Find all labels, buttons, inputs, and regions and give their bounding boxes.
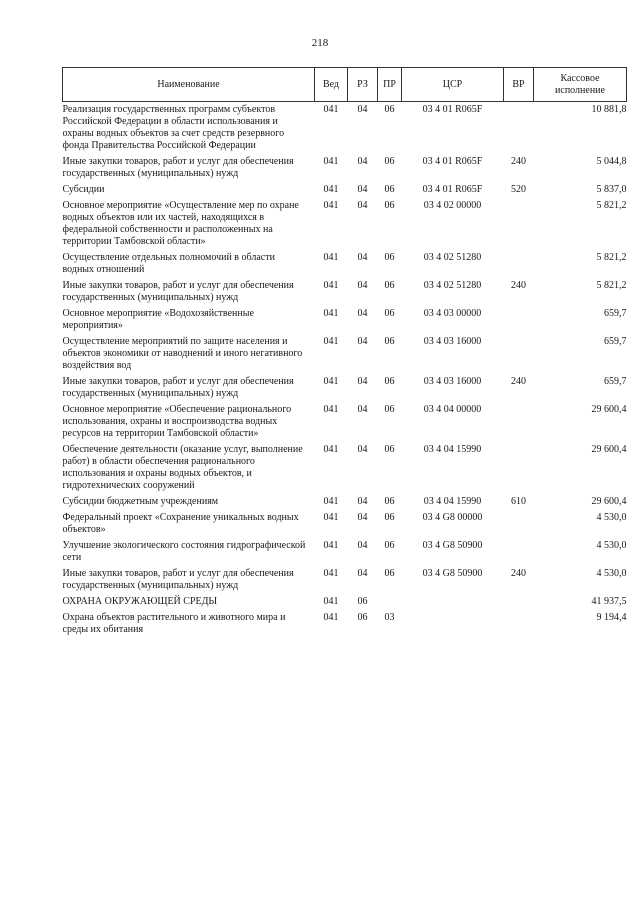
cell-csr: 03 4 03 16000	[423, 376, 482, 387]
cell-ved: 041	[323, 612, 339, 623]
cell-ved: 041	[323, 336, 339, 347]
cell-pr: 06	[384, 540, 395, 551]
cell-vr: 240	[511, 568, 526, 579]
cell-ved: 041	[323, 444, 339, 455]
cell-vr: 240	[511, 156, 526, 167]
cell-rz: 06	[357, 612, 368, 623]
cell-rz: 04	[357, 404, 368, 415]
cell-ved: 041	[323, 568, 339, 579]
cell-amount: 4 530,0	[596, 512, 627, 523]
cell-pr: 03	[384, 612, 395, 623]
cell-pr: 06	[384, 496, 395, 507]
header-vr: ВР	[504, 68, 534, 102]
cell-pr: 06	[384, 184, 395, 195]
cell-csr	[402, 596, 504, 612]
cell-csr: 03 4 G8 50900	[422, 540, 483, 551]
cell-rz: 04	[357, 376, 368, 387]
cell-vr: 240	[511, 376, 526, 387]
cell-name: Основное мероприятие «Осуществление мер по охране водных объектов или их частей, находящихся в федеральной собственности и расположенных на территории Тамбовской области»	[62, 200, 299, 247]
page-number: 218	[311, 37, 329, 49]
cell-amount: 5 821,2	[596, 252, 627, 263]
cell-pr: 06	[384, 512, 395, 523]
cell-name: Иные закупки товаров, работ и услуг для обеспечения государственных (муниципальных) нужд	[62, 280, 294, 303]
table-row	[63, 596, 627, 612]
cell-pr: 06	[384, 568, 395, 579]
cell-amount: 29 600,4	[591, 496, 627, 507]
cell-csr: 03 4 04 15990	[423, 444, 482, 455]
table-row	[63, 102, 627, 157]
cell-vr	[504, 200, 534, 252]
cell-amount: 10 881,8	[591, 104, 627, 115]
cell-csr: 03 4 01 R065F	[422, 156, 483, 167]
cell-vr	[504, 612, 534, 640]
budget-table	[62, 67, 627, 640]
cell-name: Обеспечение деятельности (оказание услуг, выполнение работ) в области обеспечения рационального использования и охраны водных объектов, и гидротехнических сооружений	[62, 444, 303, 491]
cell-rz: 04	[357, 496, 368, 507]
cell-rz: 04	[357, 336, 368, 347]
table-row	[63, 568, 627, 596]
cell-csr: 03 4 02 00000	[423, 200, 482, 211]
cell-amount: 5 837,0	[596, 184, 627, 195]
cell-ved: 041	[323, 596, 339, 607]
cell-name: Иные закупки товаров, работ и услуг для обеспечения государственных (муниципальных) нужд	[62, 568, 294, 591]
header-name: Наименование	[63, 68, 315, 102]
cell-pr: 06	[384, 336, 395, 347]
cell-amount: 659,7	[604, 376, 627, 387]
header-amount: Кассовое исполнение	[534, 68, 627, 102]
cell-pr: 06	[384, 444, 395, 455]
cell-name: Осуществление мероприятий по защите населения и объектов экономики от наводнений и иного негативного воздействия вод	[62, 336, 303, 371]
cell-amount: 659,7	[604, 336, 627, 347]
table-row	[63, 612, 627, 640]
table-row	[63, 156, 627, 184]
cell-name: Иные закупки товаров, работ и услуг для обеспечения государственных (муниципальных) нужд	[62, 156, 294, 179]
cell-csr: 03 4 04 15990	[423, 496, 482, 507]
cell-rz: 06	[357, 596, 368, 607]
cell-name: Основное мероприятие «Водохозяйственные мероприятия»	[62, 308, 254, 331]
cell-pr: 06	[384, 376, 395, 387]
cell-csr: 03 4 02 51280	[423, 280, 482, 291]
cell-pr	[378, 596, 402, 612]
table-row	[63, 404, 627, 444]
cell-pr: 06	[384, 200, 395, 211]
cell-ved: 041	[323, 540, 339, 551]
cell-vr	[504, 102, 534, 157]
cell-csr: 03 4 04 00000	[423, 404, 482, 415]
table-row	[63, 444, 627, 496]
cell-csr: 03 4 01 R065F	[422, 104, 483, 115]
cell-rz: 04	[357, 252, 368, 263]
cell-vr: 240	[511, 280, 526, 291]
cell-vr	[504, 404, 534, 444]
table-row	[63, 280, 627, 308]
cell-csr: 03 4 02 51280	[423, 252, 482, 263]
cell-csr: 03 4 03 16000	[423, 336, 482, 347]
cell-vr	[504, 308, 534, 336]
cell-amount: 4 530,0	[596, 540, 627, 551]
cell-rz: 04	[357, 156, 368, 167]
cell-csr: 03 4 G8 50900	[422, 568, 483, 579]
cell-name: Основное мероприятие «Обеспечение рационального использования, охраны и воспроизводства водных ресурсов на территории Тамбовской области»	[62, 404, 292, 439]
cell-vr: 520	[511, 184, 526, 195]
header-csr: ЦСР	[402, 68, 504, 102]
cell-ved: 041	[323, 280, 339, 291]
cell-ved: 041	[323, 104, 339, 115]
cell-vr	[504, 252, 534, 280]
cell-rz: 04	[357, 104, 368, 115]
cell-name: Иные закупки товаров, работ и услуг для обеспечения государственных (муниципальных) нужд	[62, 376, 294, 399]
cell-amount: 29 600,4	[591, 404, 627, 415]
header-ved: Вед	[315, 68, 348, 102]
cell-csr: 03 4 01 R065F	[422, 184, 483, 195]
cell-vr: 610	[511, 496, 526, 507]
table-header-row	[63, 68, 627, 102]
cell-rz: 04	[357, 568, 368, 579]
cell-amount: 41 937,5	[591, 596, 627, 607]
cell-name: Федеральный проект «Сохранение уникальных водных объектов»	[62, 512, 299, 535]
cell-vr	[504, 540, 534, 568]
cell-vr	[504, 444, 534, 496]
cell-vr	[504, 336, 534, 376]
header-pr: ПР	[378, 68, 402, 102]
cell-pr: 06	[384, 156, 395, 167]
cell-name: Субсидии	[62, 184, 105, 195]
cell-amount: 5 044,8	[596, 156, 627, 167]
cell-ved: 041	[323, 376, 339, 387]
cell-ved: 041	[323, 404, 339, 415]
cell-pr: 06	[384, 404, 395, 415]
cell-ved: 041	[323, 496, 339, 507]
cell-ved: 041	[323, 512, 339, 523]
cell-ved: 041	[323, 184, 339, 195]
header-rz: РЗ	[348, 68, 378, 102]
table-row	[63, 512, 627, 540]
cell-rz: 04	[357, 184, 368, 195]
cell-pr: 06	[384, 104, 395, 115]
cell-csr	[402, 612, 504, 640]
cell-rz: 04	[357, 200, 368, 211]
cell-amount: 5 821,2	[596, 200, 627, 211]
cell-amount: 9 194,4	[596, 612, 627, 623]
cell-vr	[504, 596, 534, 612]
cell-ved: 041	[323, 156, 339, 167]
table-row	[63, 252, 627, 280]
cell-name: Улучшение экологического состояния гидрографической сети	[62, 540, 306, 563]
cell-pr: 06	[384, 252, 395, 263]
table-row	[63, 200, 627, 252]
cell-rz: 04	[357, 540, 368, 551]
table-row	[63, 540, 627, 568]
cell-rz: 04	[357, 512, 368, 523]
cell-name: Охрана объектов растительного и животного мира и среды их обитания	[62, 612, 286, 635]
table-row	[63, 376, 627, 404]
cell-pr: 06	[384, 308, 395, 319]
cell-amount: 4 530,0	[596, 568, 627, 579]
table-row	[63, 496, 627, 512]
cell-csr: 03 4 03 00000	[423, 308, 482, 319]
cell-ved: 041	[323, 200, 339, 211]
cell-vr	[504, 512, 534, 540]
cell-name: Субсидии бюджетным учреждениям	[62, 496, 219, 507]
cell-csr: 03 4 G8 00000	[422, 512, 483, 523]
cell-name: Реализация государственных программ субъектов Российской Федерации в области использования и охраны водных объектов за счет средств резервного фонда Правительства Российской Федерации	[62, 104, 285, 151]
cell-ved: 041	[323, 252, 339, 263]
table-row	[63, 308, 627, 336]
cell-amount: 5 821,2	[596, 280, 627, 291]
cell-amount: 659,7	[604, 308, 627, 319]
cell-pr: 06	[384, 280, 395, 291]
cell-name: ОХРАНА ОКРУЖАЮЩЕЙ СРЕДЫ	[62, 596, 218, 607]
cell-amount: 29 600,4	[591, 444, 627, 455]
cell-ved: 041	[323, 308, 339, 319]
cell-rz: 04	[357, 308, 368, 319]
cell-name: Осуществление отдельных полномочий в области водных отношений	[62, 252, 275, 275]
table-row	[63, 184, 627, 200]
table-row	[63, 336, 627, 376]
cell-rz: 04	[357, 444, 368, 455]
cell-rz: 04	[357, 280, 368, 291]
